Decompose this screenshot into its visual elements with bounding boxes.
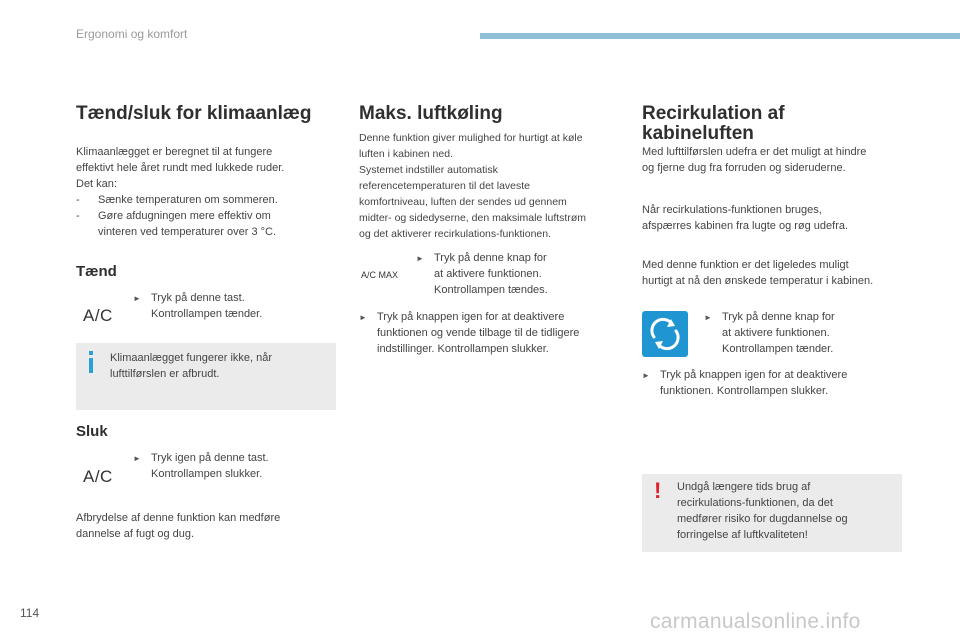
off-heading: Sluk <box>76 423 108 440</box>
warning-icon: ! <box>654 478 662 503</box>
text-line: referencetemperaturen til det laveste <box>359 180 531 192</box>
col3-para2 <box>642 202 912 234</box>
text-line: Afbrydelse af denne funktion kan medføre <box>76 512 281 524</box>
list-item <box>76 192 336 208</box>
text-line: indstillinger. Kontrollampen slukker. <box>377 343 549 355</box>
text-line: funktionen og vende tilbage til de tidligere <box>377 327 580 339</box>
text-line: midter- og sidedyserne, den maksimale luftstrøm <box>359 212 586 224</box>
col3-para3 <box>642 257 912 289</box>
text-line: Med denne funktion er det ligeledes muligt <box>642 259 849 271</box>
recirc-deactivate <box>642 367 847 399</box>
text-line: dannelse af fugt og dug. <box>76 528 195 540</box>
text-line: funktionen. Kontrollampen slukker. <box>660 385 829 397</box>
list-dash: - <box>76 210 80 222</box>
recirc-instruction <box>704 309 835 357</box>
text-line: Tryk på knappen igen for at deaktivere <box>377 311 565 323</box>
ac-button-graphic: A/C <box>83 306 113 325</box>
col1-title: Tænd/sluk for klimaanlæg <box>76 103 312 124</box>
ac-max-button-graphic: A/C MAX <box>361 270 399 280</box>
bullet-icon: ► <box>359 313 367 322</box>
text-line: Tryk igen på denne tast. <box>151 452 269 464</box>
text-line: hurtigt at nå den ønskede temperatur i kabinen. <box>642 275 874 287</box>
text-line: Tryk på denne knap for <box>722 311 835 323</box>
text-line: Kontrollampen tænder. <box>722 343 834 355</box>
text-line: luften i kabinen ned. <box>359 148 453 160</box>
text-line: Systemet indstiller automatisk <box>359 164 498 176</box>
section-label: Ergonomi og komfort <box>76 27 188 41</box>
text-line: effektivt hele året rundt med lukkede ruder. <box>76 162 285 174</box>
text-line: forringelse af luftkvaliteten! <box>677 529 808 541</box>
text-line: at aktivere funktionen. <box>434 268 542 280</box>
text-line: komfortniveau, luften der sendes ud gennem <box>359 196 567 208</box>
bullet-icon: ► <box>416 254 424 263</box>
text-line: Tryk på knappen igen for at deaktivere <box>660 369 848 381</box>
list-item <box>76 208 336 240</box>
bullet-icon: ► <box>133 294 141 303</box>
bullet-icon: ► <box>133 454 141 463</box>
list-text: Sænke temperaturen om sommeren. <box>98 194 278 206</box>
text-line: Når recirkulations-funktionen bruges, <box>642 204 822 216</box>
col1-intro <box>76 144 336 240</box>
bullet-icon: ► <box>642 371 650 380</box>
info-icon <box>89 358 93 373</box>
text-line: Kontrollampen slukker. <box>151 468 263 480</box>
text-line: Klimaanlægget er beregnet til at fungere <box>76 146 273 158</box>
text-line: og fjerne dug fra forruden og sideruderne. <box>642 162 846 174</box>
info-box <box>76 343 336 410</box>
title-line: Recirkulation af <box>642 103 785 124</box>
col1-footer-text <box>76 510 280 542</box>
text-line: afspærres kabinen fra lugte og røg udefra. <box>642 220 849 232</box>
col2-title: Maks. luftkøling <box>359 103 503 124</box>
ac-button-graphic: A/C <box>83 467 113 486</box>
text-line: Kontrollampen tændes. <box>434 284 548 296</box>
recirculation-icon <box>642 311 688 357</box>
info-icon-dot <box>89 351 93 355</box>
col3-title <box>642 104 785 144</box>
acmax-deactivate <box>359 309 579 357</box>
text-line: lufttilførslen er afbrudt. <box>110 368 220 380</box>
acmax-instruction <box>416 250 548 298</box>
watermark: carmanualsonline.info <box>650 610 861 633</box>
text-line: Det kan: <box>76 178 117 190</box>
warning-box <box>642 474 902 552</box>
col2-intro <box>359 130 624 242</box>
text-line: og det aktiverer recirkulations-funktionen. <box>359 228 552 240</box>
text-line: Med lufttilførslen udefra er det muligt at hindre <box>642 146 867 158</box>
text-line: Klimaanlægget fungerer ikke, når <box>110 352 273 364</box>
text-line: Undgå længere tids brug af <box>677 481 811 493</box>
text-line: at aktivere funktionen. <box>722 327 830 339</box>
text-line: Denne funktion giver mulighed for hurtigt at køle <box>359 132 583 144</box>
title-line: kabineluften <box>642 123 754 144</box>
bullet-icon: ► <box>704 313 712 322</box>
text-line: medfører risiko for dugdannelse og <box>677 513 848 525</box>
list-text: Gøre afdugningen mere effektiv om <box>98 210 271 222</box>
off-instruction <box>133 450 269 482</box>
text-line: recirkulations-funktionen, da det <box>677 497 833 509</box>
col3-para1 <box>642 144 912 176</box>
page-number: 114 <box>20 606 40 620</box>
text-line: Tryk på denne knap for <box>434 252 547 264</box>
header-accent-bar <box>480 33 960 39</box>
text-line: Kontrollampen tænder. <box>151 308 263 320</box>
list-text: vinteren ved temperaturer over 3 °C. <box>98 226 277 238</box>
text-line: Tryk på denne tast. <box>151 292 245 304</box>
on-heading: Tænd <box>76 263 117 280</box>
on-instruction <box>133 290 262 322</box>
list-dash: - <box>76 194 80 206</box>
